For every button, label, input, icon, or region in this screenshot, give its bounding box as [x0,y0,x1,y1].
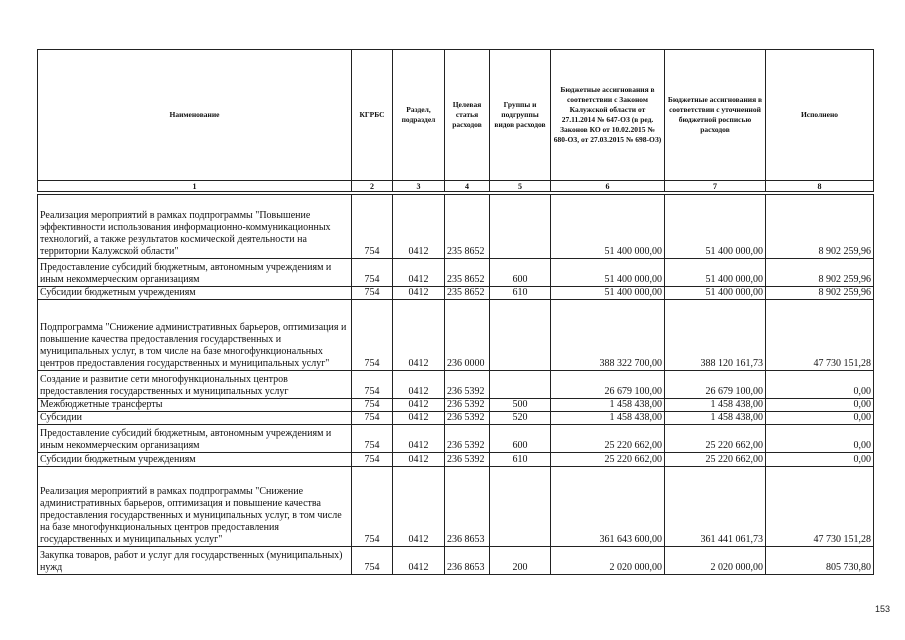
row-refined: 361 441 061,73 [665,467,766,547]
header-kgrbs: КГРБС [352,50,393,181]
row-executed: 8 902 259,96 [766,259,874,287]
row-kgrbs: 754 [352,399,393,412]
row-refined: 51 400 000,00 [665,195,766,259]
row-kgrbs: 754 [352,287,393,300]
row-name: Межбюджетные трансферты [38,399,352,412]
header-law: Бюджетные ассигнования в соответствии с Законом Калужской области от 27.11.2014 № 647-ОЗ (в ред. Законов КО от 10.02.2015 № 680-ОЗ, от 27.03.2015 № 698-ОЗ) [551,50,665,181]
row-target: 236 8653 [445,467,490,547]
header-groups: Группы и подгруппы видов расходов [490,50,551,181]
row-group: 520 [490,412,551,425]
budget-table [37,49,874,575]
row-group [490,300,551,371]
row-kgrbs: 754 [352,195,393,259]
row-section: 0412 [393,467,445,547]
table-row [38,371,874,399]
column-number: 3 [393,181,445,192]
row-group [490,467,551,547]
row-refined: 1 458 438,00 [665,399,766,412]
row-name: Подпрограмма "Снижение административных барьеров, оптимизация и повышение качества предоставления государственных и муниципальных услуг, в том числе на базе многофункциональных центров предоставления государственных и муниципальных услуг" [38,300,352,371]
row-name: Предоставление субсидий бюджетным, автономным учреждениям и иным некоммерческим организациям [38,259,352,287]
row-target: 236 0000 [445,300,490,371]
header-section: Раздел, подраздел [393,50,445,181]
column-number-row [38,181,874,192]
column-number: 1 [38,181,352,192]
row-kgrbs: 754 [352,259,393,287]
row-section: 0412 [393,399,445,412]
row-section: 0412 [393,259,445,287]
row-group: 600 [490,259,551,287]
row-target: 235 8652 [445,287,490,300]
row-name: Реализация мероприятий в рамках подпрограммы "Снижение административных барьеров, оптимизация и повышение качества предоставления государственных и муниципальных услуг, в том числе на базе многофункциональных центров предоставления государственных и муниципальных услуг" [38,467,352,547]
row-section: 0412 [393,425,445,453]
table-row [38,547,874,575]
header-refined: Бюджетные ассигнования в соответствии с уточненной бюджетной росписью расходов [665,50,766,181]
row-law: 25 220 662,00 [551,453,665,467]
row-law: 51 400 000,00 [551,195,665,259]
row-refined: 51 400 000,00 [665,287,766,300]
row-refined: 51 400 000,00 [665,259,766,287]
row-refined: 2 020 000,00 [665,547,766,575]
row-kgrbs: 754 [352,547,393,575]
column-number: 4 [445,181,490,192]
row-name: Реализация мероприятий в рамках подпрограммы "Повышение эффективности использования информационно-коммуникационных технологий, а также результатов космической деятельности на территории Калужской области" [38,195,352,259]
row-executed: 0,00 [766,371,874,399]
row-section: 0412 [393,547,445,575]
row-group: 200 [490,547,551,575]
row-target: 236 8653 [445,547,490,575]
row-section: 0412 [393,412,445,425]
row-executed: 47 730 151,28 [766,300,874,371]
table-row [38,453,874,467]
table-row [38,195,874,259]
row-refined: 1 458 438,00 [665,412,766,425]
table-row [38,467,874,547]
row-law: 1 458 438,00 [551,412,665,425]
column-number: 8 [766,181,874,192]
row-target: 235 8652 [445,259,490,287]
row-executed: 0,00 [766,412,874,425]
table-row [38,399,874,412]
table-row [38,287,874,300]
row-refined: 25 220 662,00 [665,453,766,467]
row-law: 361 643 600,00 [551,467,665,547]
column-number: 6 [551,181,665,192]
row-kgrbs: 754 [352,300,393,371]
row-refined: 25 220 662,00 [665,425,766,453]
table-row [38,259,874,287]
row-executed: 0,00 [766,453,874,467]
row-kgrbs: 754 [352,453,393,467]
header-target: Целевая статья расходов [445,50,490,181]
row-target: 236 5392 [445,399,490,412]
row-executed: 8 902 259,96 [766,195,874,259]
row-executed: 8 902 259,96 [766,287,874,300]
row-kgrbs: 754 [352,467,393,547]
table-row [38,300,874,371]
row-name: Создание и развитие сети многофункциональных центров предоставления государственных и муниципальных услуг [38,371,352,399]
row-target: 236 5392 [445,412,490,425]
row-name: Субсидии бюджетным учреждениям [38,453,352,467]
row-name: Закупка товаров, работ и услуг для государственных (муниципальных) нужд [38,547,352,575]
row-section: 0412 [393,300,445,371]
row-law: 388 322 700,00 [551,300,665,371]
row-section: 0412 [393,371,445,399]
row-executed: 47 730 151,28 [766,467,874,547]
row-target: 236 5392 [445,425,490,453]
row-group: 610 [490,453,551,467]
row-section: 0412 [393,287,445,300]
row-section: 0412 [393,195,445,259]
row-law: 25 220 662,00 [551,425,665,453]
table-row [38,412,874,425]
row-group [490,195,551,259]
row-kgrbs: 754 [352,412,393,425]
header-executed: Исполнено [766,50,874,181]
row-law: 51 400 000,00 [551,259,665,287]
row-section: 0412 [393,453,445,467]
row-law: 51 400 000,00 [551,287,665,300]
row-target: 236 5392 [445,453,490,467]
row-kgrbs: 754 [352,425,393,453]
row-refined: 388 120 161,73 [665,300,766,371]
header-row [38,50,874,181]
row-group: 610 [490,287,551,300]
row-name: Субсидии бюджетным учреждениям [38,287,352,300]
row-law: 2 020 000,00 [551,547,665,575]
row-name: Предоставление субсидий бюджетным, автономным учреждениям и иным некоммерческим организациям [38,425,352,453]
column-number: 7 [665,181,766,192]
header-name: Наименование [38,50,352,181]
row-name: Субсидии [38,412,352,425]
row-law: 26 679 100,00 [551,371,665,399]
column-number: 2 [352,181,393,192]
row-executed: 805 730,80 [766,547,874,575]
row-law: 1 458 438,00 [551,399,665,412]
row-group [490,371,551,399]
table-row [38,425,874,453]
row-executed: 0,00 [766,399,874,412]
row-group: 500 [490,399,551,412]
row-group: 600 [490,425,551,453]
column-number: 5 [490,181,551,192]
row-kgrbs: 754 [352,371,393,399]
row-executed: 0,00 [766,425,874,453]
row-target: 235 8652 [445,195,490,259]
page-number: 153 [874,604,890,614]
row-refined: 26 679 100,00 [665,371,766,399]
row-target: 236 5392 [445,371,490,399]
